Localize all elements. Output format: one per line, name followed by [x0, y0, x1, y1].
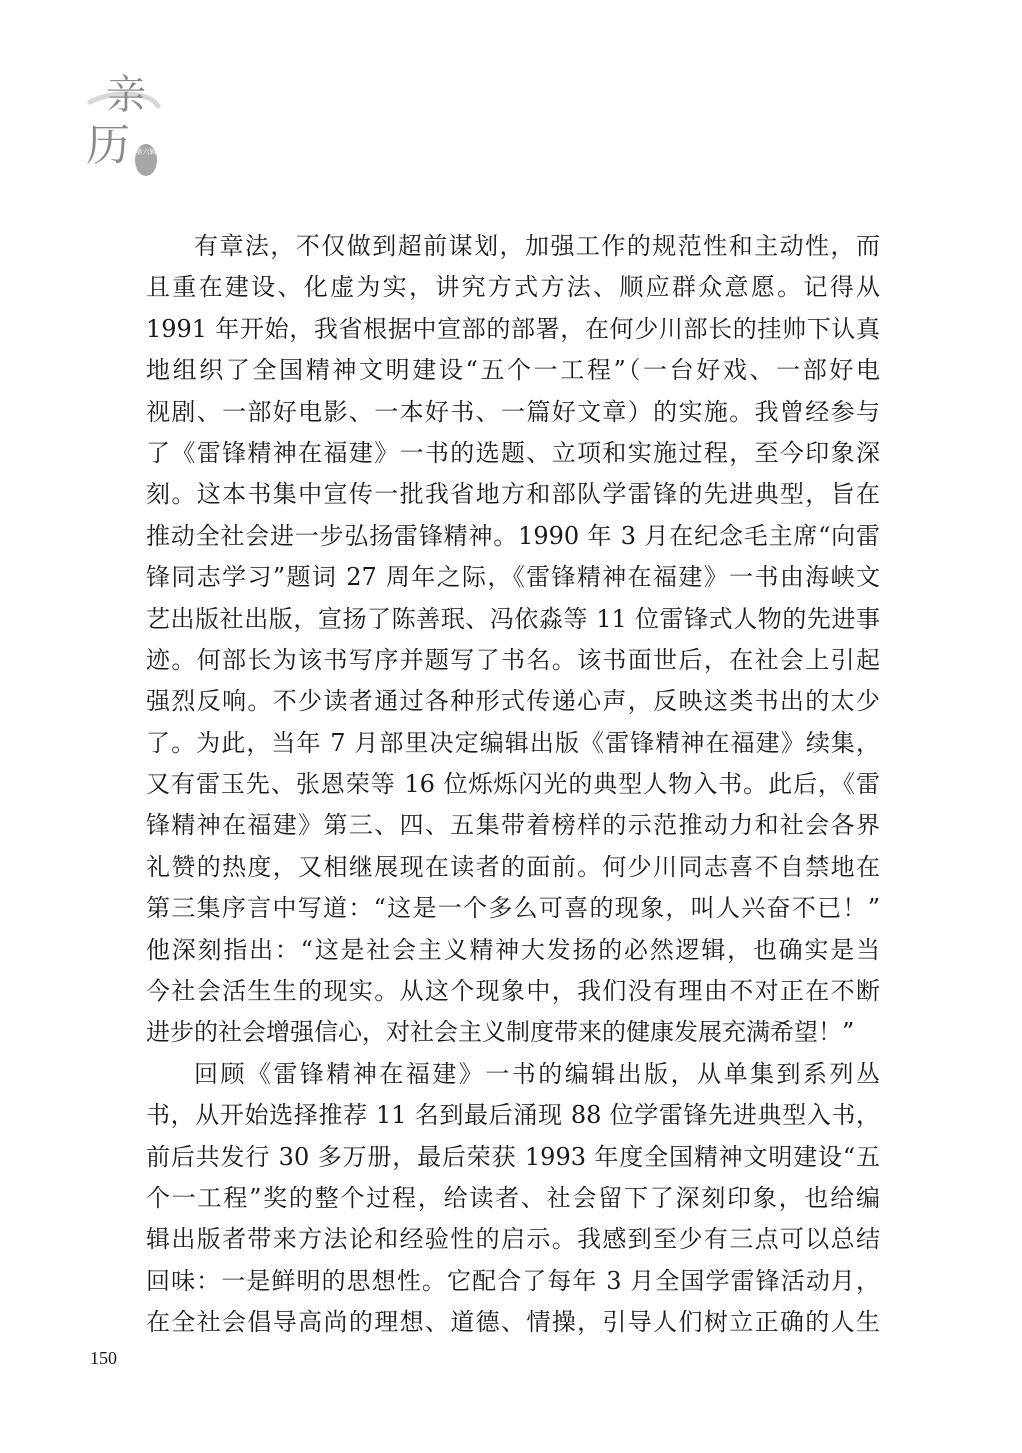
- text-line: 1991 年开始，我省根据中宣部的部署，在何少川部长的挂帅下认真: [146, 314, 880, 343]
- text-line: 回顾《雷锋精神在福建》一书的编辑出版，从单集到系列丛: [194, 1059, 880, 1088]
- logo-char-2: 历: [86, 120, 130, 171]
- text-line: 刻。这本书集中宣传一批我省地方和部队学雷锋的先进典型，旨在: [146, 480, 880, 509]
- text-line: 视剧、一部好电影、一本好书、一篇好文章）的实施。我曾经参与: [146, 397, 880, 426]
- text-line: 推动全社会进一步弘扬雷锋精神。1990 年 3 月在纪念毛主席“向雷: [146, 521, 880, 550]
- book-series-logo: [84, 62, 164, 182]
- text-line: 迹。何部长为该书写序并题写了书名。该书面世后，在社会上引起: [146, 645, 880, 674]
- text-line: 在全社会倡导高尚的理想、道德、情操，引导人们树立正确的人生: [146, 1308, 880, 1337]
- logo-seal-text: 第六辑: [135, 148, 157, 156]
- text-line: 第三集序言中写道：“这是一个多么可喜的现象，叫人兴奋不已！”: [146, 894, 880, 923]
- text-line: 书，从开始选择推荐 11 名到最后涌现 88 位学雷锋先进典型入书，: [146, 1101, 880, 1130]
- logo-mark: [84, 62, 164, 182]
- text-line: 前后共发行 30 多万册，最后荣获 1993 年度全国精神文明建设“五: [146, 1142, 880, 1171]
- text-line: 锋同志学习”题词 27 周年之际，《雷锋精神在福建》一书由海峡文: [146, 563, 880, 592]
- text-line: 了《雷锋精神在福建》一书的选题、立项和实施过程，至今印象深: [146, 438, 880, 467]
- article-body: [146, 226, 880, 1344]
- text-line: 了。为此，当年 7 月部里决定编辑出版《雷锋精神在福建》续集，: [146, 728, 880, 757]
- page-number: 150: [90, 1348, 117, 1368]
- text-line: 有章法，不仅做到超前谋划，加强工作的规范性和主动性，而: [194, 232, 880, 260]
- text-line: 进步的社会增强信心，对社会主义制度带来的健康发展充满希望！”: [146, 1018, 855, 1047]
- text-line: 强烈反响。不少读者通过各种形式传递心声，反映这类书出的太少: [146, 687, 880, 716]
- text-line: 艺出版社出版，宣扬了陈善珉、冯依淼等 11 位雷锋式人物的先进事: [146, 604, 880, 633]
- text-line: 他深刻指出：“这是社会主义精神大发扬的必然逻辑，也确实是当: [146, 935, 880, 964]
- text-line: 个一工程”奖的整个过程，给读者、社会留下了深刻印象，也给编: [146, 1183, 880, 1212]
- text-line: 且重在建设、化虚为实，讲究方式方法、顺应群众意愿。记得从: [146, 273, 880, 302]
- text-line: 回味：一是鲜明的思想性。它配合了每年 3 月全国学雷锋活动月，: [146, 1266, 880, 1295]
- text-line: 今社会活生生的现实。从这个现象中，我们没有理由不对正在不断: [146, 977, 880, 1006]
- text-line: 锋精神在福建》第三、四、五集带着榜样的示范推动力和社会各界: [146, 811, 880, 840]
- text-line: 地组织了全国精神文明建设“五个一工程”（一台好戏、一部好电: [146, 356, 880, 385]
- text-line: 礼赞的热度，又相继展现在读者的面前。何少川同志喜不自禁地在: [146, 852, 880, 881]
- logo-char-1: 亲: [106, 72, 146, 118]
- text-line: 又有雷玉先、张恩荣等 16 位烁烁闪光的典型人物入书。此后，《雷: [146, 770, 880, 799]
- text-line: 辑出版者带来方法论和经验性的启示。我感到至少有三点可以总结: [146, 1225, 880, 1254]
